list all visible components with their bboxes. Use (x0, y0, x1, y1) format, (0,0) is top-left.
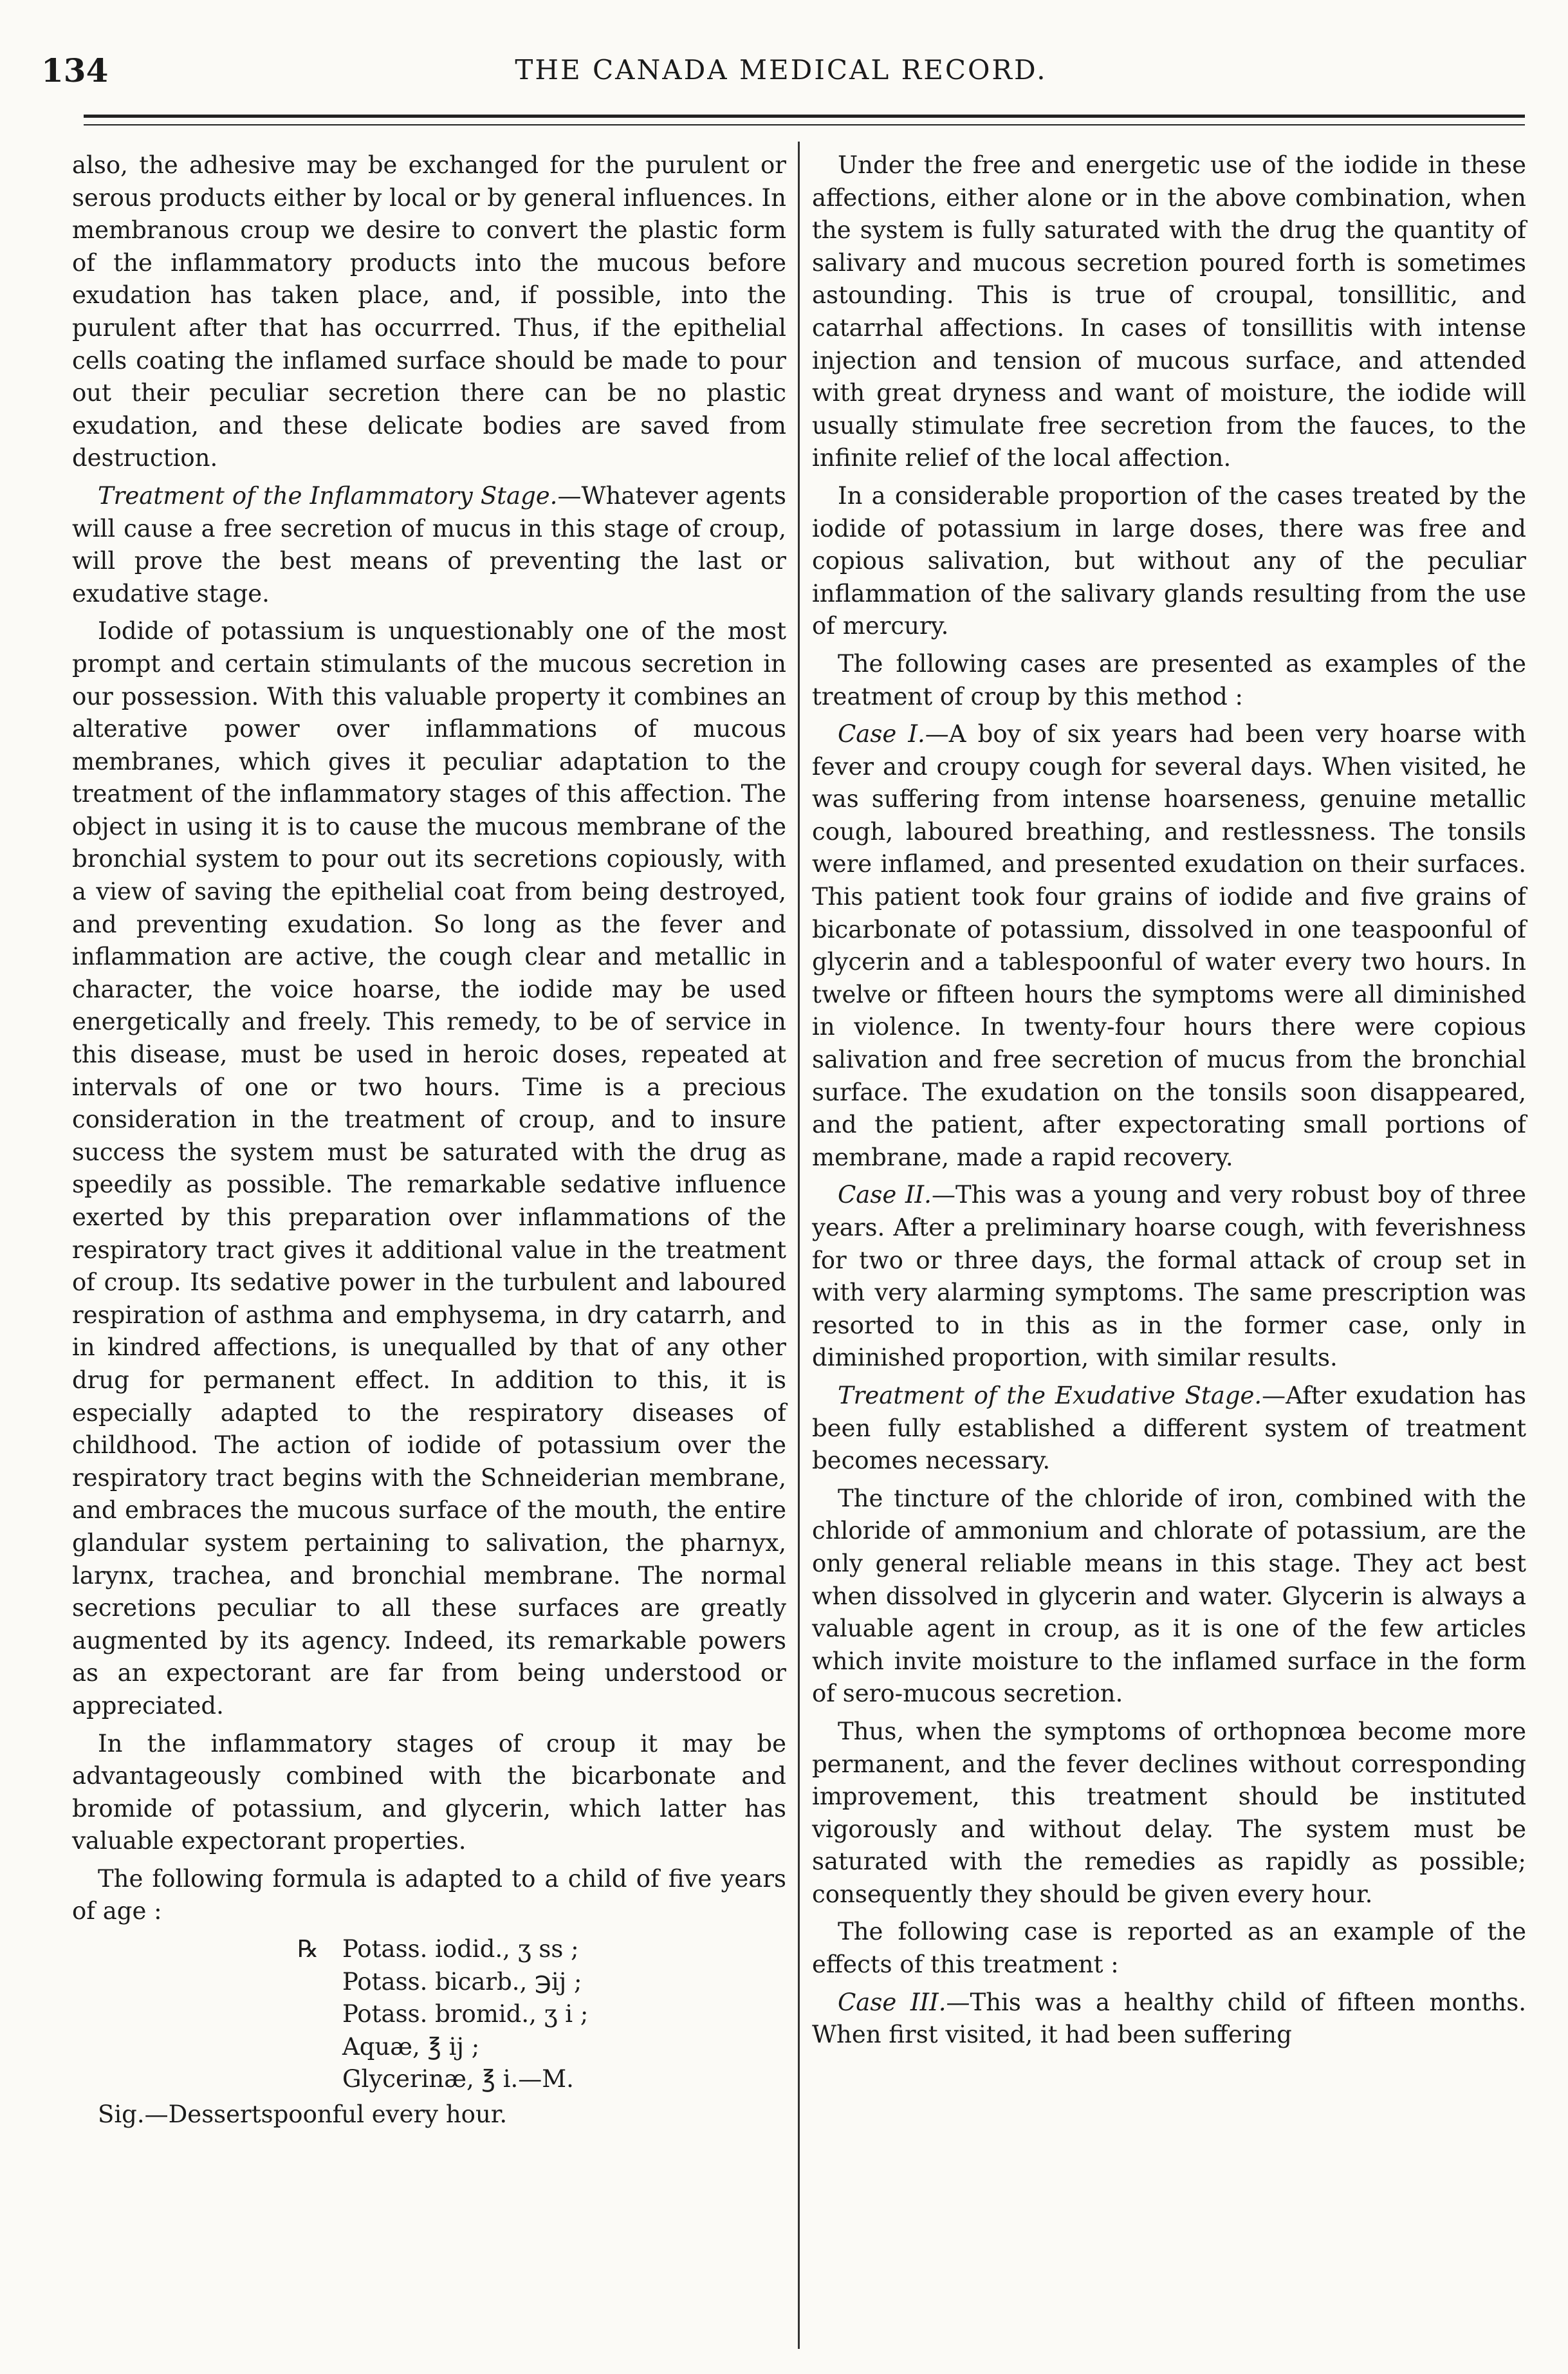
column-divider (798, 142, 800, 2349)
paragraph-text: —This was a young and very robust boy of three years. After a preliminary hoarse cough, with feverishness for two or three days, the formal attack of croup set in with very alarming symptoms. The same prescription was resorted to in this as in the former case, only in diminished proportion, with similar results. (812, 1181, 1526, 1372)
case-heading: Case III. (838, 1988, 946, 2016)
paragraph: In a considerable proportion of the cases treated by the iodide of potassium in large doses, there was free and copious salivation, but without any of the peculiar inflammation of the salivary glands resulting from the use of mercury. (812, 481, 1526, 640)
paragraph: Iodide of potassium is unquestionably one of the most prompt and certain stimulants of the mucous secretion in our possession. With this valuable property it combines an alterative power over inflammations of mucous membranes, which gives it peculiar adaptation to the treatment of the inflammatory stages of this affection. The object in using it is to cause the mucous membrane of the bronchial system to pour out its secretions copiously, with a view of saving the epithelial coat from being destroyed, and preventing exudation. So long as the fever and inflammation are active, the cough clear and metallic in character, the voice hoarse, the iodide may be used energetically and freely. This remedy, to be of service in this disease, must be used in heroic doses, repeated at intervals of one or two hours. Time is a precious consideration in the treatment of croup, and to insure success the system must be saturated with the drug as speedily as possible. The remarkable sedative influence exerted by this preparation over inflammations of the respiratory tract gives it additional value in the treatment of croup. Its sedative power in the turbulent and laboured respiration of asthma and emphysema, in dry catarrh, and in kindred affections, is unequalled by that of any other drug for permanent effect. In addition to this, it is especially adapted to the respiratory diseases of childhood. The action of iodide of potassium over the respiratory tract begins with the Schneiderian membrane, and embraces the mucous surface of the mouth, the entire glandular system pertaining to salivation, the pharnyx, larynx, trachea, and bronchial membrane. The normal secretions peculiar to all these surfaces are greatly augmented by its agency. Indeed, its remarkable powers as an expectorant are far from being understood or appreciated. (72, 617, 786, 1720)
header-rule-thick (84, 115, 1525, 118)
formula-line: Aquæ, ℥ ij ; (342, 2032, 480, 2061)
paragraph (812, 1179, 1526, 1375)
paragraph: Under the free and energetic use of the iodide in these affections, either alone or in the above combination, when the system is fully saturated with the drug the quantity of salivary and mucous secretion poured forth is sometimes astounding. This is true of croupal, tonsillitic, and catarrhal affections. In cases of tonsillitis with intense injection and tension of mucous surface, and attended with great dryness and want of moisture, the iodide will usually stimulate free secretion from the fauces, to the infinite relief of the local affection. (812, 151, 1526, 472)
formula-signature: Sig.—Dessertspoonful every hour. (98, 2100, 508, 2129)
formula-text: Potass. iodid., ʒ ss ; (342, 1935, 579, 1963)
paragraph: The tincture of the chloride of iron, combined with the chloride of ammonium and chlorate of potassium, are the only general reliable means in this stage. They act best when dissolved in glycerin and water. Glycerin is always a valuable agent in croup, as it is one of the few articles which invite moisture to the inflamed surface in the form of sero-mucous secretion. (812, 1484, 1526, 1708)
paragraph: also, the adhesive may be exchanged for the purulent or serous products either by local or by general influences. In membranous croup we desire to convert the plastic form of the inflammatory products into the mucous before exudation has taken place, and, if possible, into the purulent after that has occurrred. Thus, if the epithelial cells coating the inflamed surface should be made to pour out their peculiar secretion there can be no plastic exudation, and these delicate bodies are saved from destruction. (72, 151, 786, 472)
page-number: 134 (41, 51, 109, 89)
header-rule-thin (84, 124, 1525, 125)
paragraph: The following formula is adapted to a child of five years of age : (72, 1864, 786, 1925)
left-column (72, 149, 786, 2131)
case-heading: Case II. (838, 1181, 932, 1209)
prescription-formula (297, 1933, 786, 2096)
formula-line: Glycerinæ, ℥ i.—M. (342, 2065, 574, 2093)
paragraph: Thus, when the symptoms of orthopnœa become more permanent, and the fever declines without corresponding improvement, this treatment should be instituted vigorously and without delay. The system must be saturated with the remedies as rapidly as possible; consequently they should be given every hour. (812, 1717, 1526, 1908)
paragraph-text: —This was a healthy child of fifteen months. When first visited, it had been suffering (812, 1988, 1527, 2049)
right-column (812, 149, 1526, 2057)
paragraph-text: —A boy of six years had been very hoarse with fever and croupy cough for several days. When visited, he was suffering from intense hoarseness, genuine metallic cough, laboured breathing, and restlessness. The tonsils were inflamed, and presented exudation on their surfaces. This patient took four grains of iodide and five grains of bicarbonate of potassium, dissolved in one teaspoonful of glycerin and a tablespoonful of water every two hours. In twelve or fifteen hours the symptoms were all diminished in violence. In twenty-four hours there were copious salivation and free secretion of mucus from the bronchial surface. The exudation on the tonsils soon disappeared, and the patient, after expectorating small portions of membrane, made a rapid recovery. (812, 720, 1526, 1171)
paragraph (72, 480, 786, 610)
journal-title: THE CANADA MEDICAL RECORD. (515, 54, 1047, 86)
paragraph (812, 1987, 1526, 2052)
section-heading: Treatment of the Exudative Stage. (838, 1381, 1262, 1409)
formula-line: Potass. bromid., ʒ i ; (342, 2000, 589, 2028)
paragraph (812, 718, 1526, 1174)
rx-symbol: ℞ (297, 1935, 319, 1963)
formula-line: Potass. bicarb., ℈ij ; (342, 1967, 582, 1996)
section-heading: Treatment of the Inflammatory Stage. (98, 481, 558, 510)
paragraph: The following cases are presented as examples of the treatment of croup by this method : (812, 649, 1526, 710)
formula-line (297, 1933, 786, 1966)
paragraph (812, 1380, 1526, 1478)
paragraph: The following case is reported as an example of the effects of this treatment : (812, 1918, 1526, 1979)
paragraph: In the inflammatory stages of croup it may be advantageously combined with the bicarbonate and bromide of potassium, and glycerin, which latter has valuable expectorant properties. (72, 1729, 786, 1855)
page-header (41, 51, 1521, 103)
case-heading: Case I. (838, 720, 925, 748)
paragraph-text: —After exudation has been fully established a different system of treatment becomes necessary. (812, 1381, 1526, 1475)
paragraph-text: —Whatever agents will cause a free secretion of mucus in this stage of croup, will prove the best means of preventing the last or exudative stage. (72, 481, 786, 607)
